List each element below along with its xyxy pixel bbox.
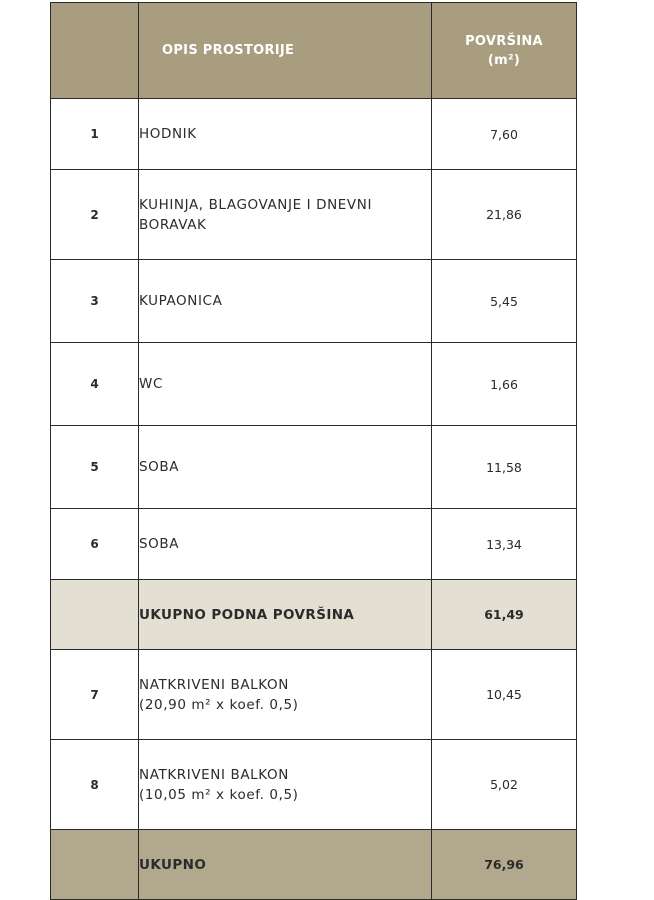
header-area-unit: (m²) — [487, 52, 521, 68]
total-area: 76,96 — [432, 830, 577, 900]
table-row — [51, 426, 577, 509]
row-description-line: WC — [139, 376, 163, 392]
row-description — [139, 740, 432, 830]
row-area: 21,86 — [432, 170, 577, 260]
table-header-row — [51, 3, 577, 99]
row-number: 5 — [51, 426, 139, 509]
row-description-line: SOBA — [139, 459, 180, 475]
subtotal-row — [51, 580, 577, 650]
subtotal-area: 61,49 — [432, 580, 577, 650]
row-area: 5,45 — [432, 260, 577, 343]
room-area-table — [50, 2, 577, 900]
row-number: 2 — [51, 170, 139, 260]
total-row — [51, 830, 577, 900]
row-area: 5,02 — [432, 740, 577, 830]
table-row — [51, 99, 577, 170]
row-description — [139, 650, 432, 740]
row-area: 1,66 — [432, 343, 577, 426]
row-description — [139, 260, 432, 343]
table-row — [51, 170, 577, 260]
row-description-line2: (20,90 m² x koef. 0,5) — [139, 696, 299, 713]
row-number: 3 — [51, 260, 139, 343]
total-number-cell — [51, 830, 139, 900]
row-area: 13,34 — [432, 509, 577, 580]
subtotal-number-cell — [51, 580, 139, 650]
header-area-label: POVRŠINA — [465, 33, 543, 49]
row-area: 10,45 — [432, 650, 577, 740]
row-description — [139, 343, 432, 426]
row-description — [139, 426, 432, 509]
row-description-line2: BORAVAK — [139, 216, 207, 233]
header-area — [432, 3, 577, 99]
table-row — [51, 343, 577, 426]
table-row — [51, 740, 577, 830]
row-description-line: KUHINJA, BLAGOVANJE I DNEVNI — [139, 196, 373, 213]
row-description-line2: (10,05 m² x koef. 0,5) — [139, 786, 299, 803]
row-description-line: HODNIK — [139, 126, 197, 142]
row-description — [139, 170, 432, 260]
total-label: UKUPNO — [139, 830, 432, 900]
table-row — [51, 650, 577, 740]
row-number: 8 — [51, 740, 139, 830]
row-area: 11,58 — [432, 426, 577, 509]
row-description-line: SOBA — [139, 536, 180, 552]
row-description-line: NATKRIVENI BALKON — [139, 676, 289, 693]
row-number: 7 — [51, 650, 139, 740]
row-description-line: NATKRIVENI BALKON — [139, 766, 289, 783]
row-area: 7,60 — [432, 99, 577, 170]
header-number-cell — [51, 3, 139, 99]
row-number: 6 — [51, 509, 139, 580]
subtotal-label: UKUPNO PODNA POVRŠINA — [139, 580, 432, 650]
row-description — [139, 509, 432, 580]
row-description-line: KUPAONICA — [139, 293, 223, 309]
row-number: 1 — [51, 99, 139, 170]
row-description — [139, 99, 432, 170]
table-row — [51, 260, 577, 343]
header-description: OPIS PROSTORIJE — [139, 3, 432, 99]
row-number: 4 — [51, 343, 139, 426]
table-row — [51, 509, 577, 580]
